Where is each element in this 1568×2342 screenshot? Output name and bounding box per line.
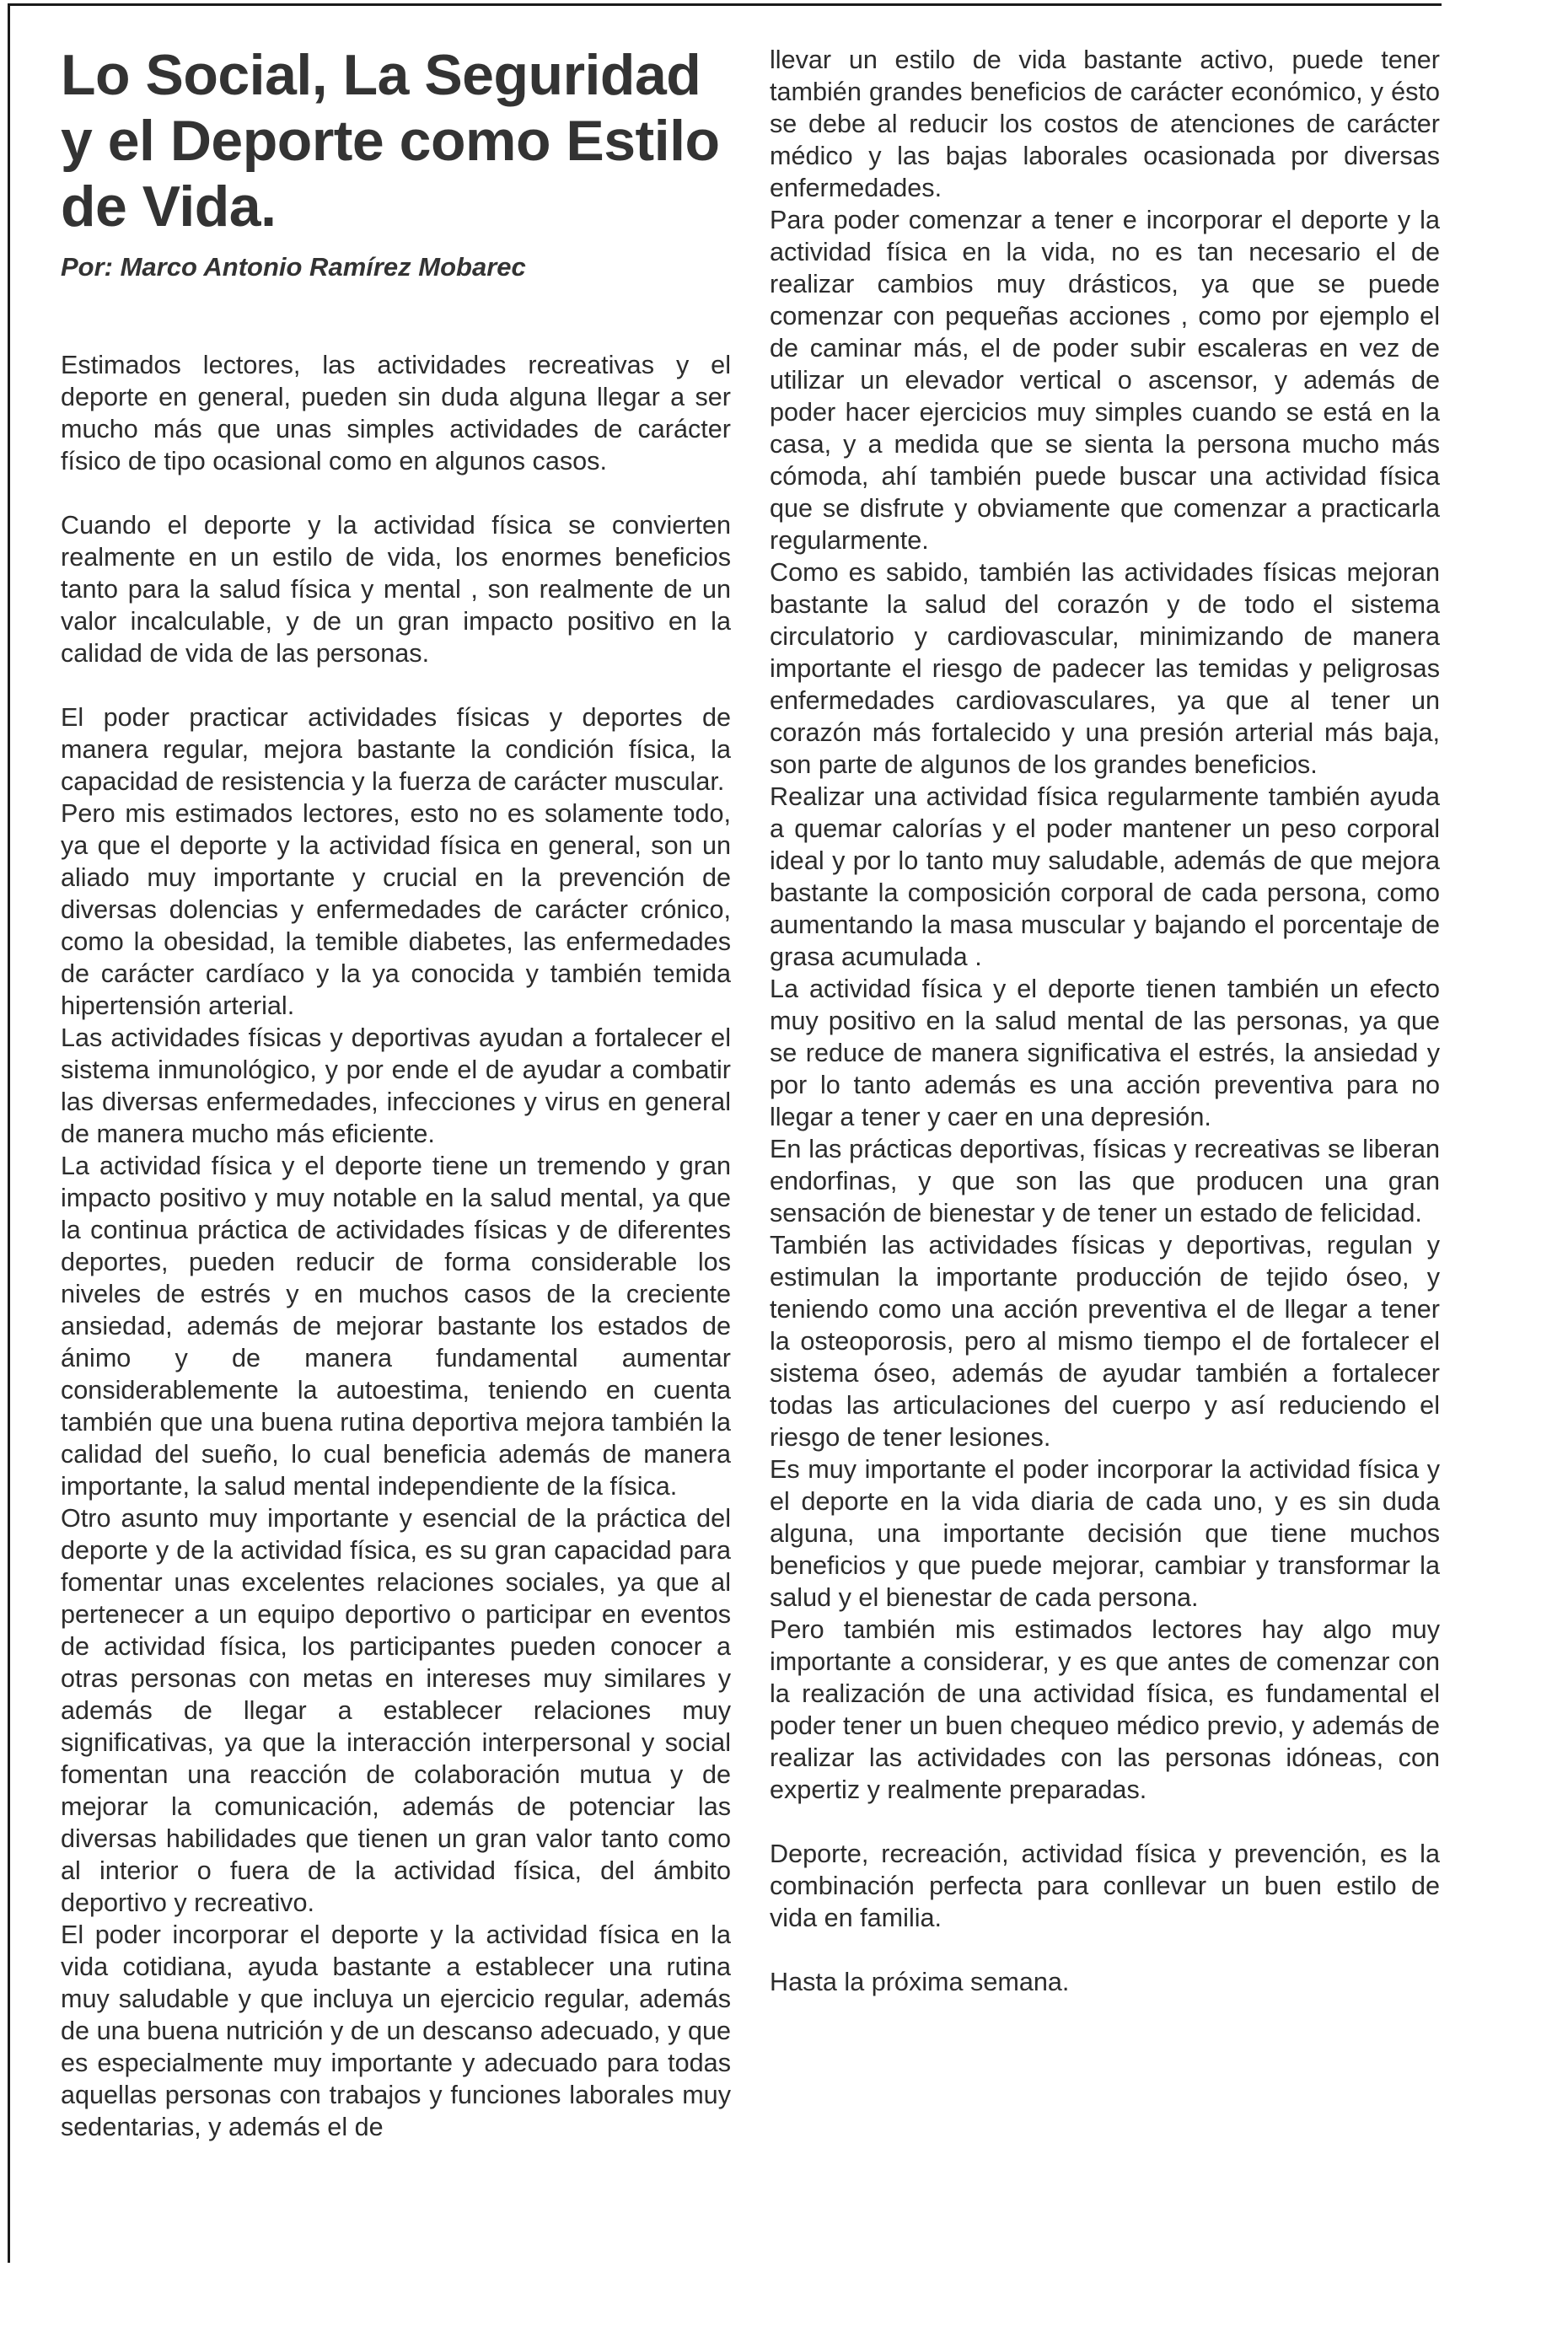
paragraph: Para poder comenzar a tener e incorporar el deporte y la actividad física en la vida, no es tan necesario el de realizar cambios muy drásticos, ya que se puede comenzar con pequeñas acciones , como por ejemplo el de caminar más, el de poder subir escaleras en vez de utilizar un elevador vertical o ascensor, y además de poder hacer ejercicios muy simples cuando se está en la casa, y a medida que se sienta la persona mucho más cómoda, ahí también puede buscar una actividad física que se disfrute y obviamente que comenzar a practicarla regularmente.: [770, 206, 1440, 555]
top-rule: [8, 3, 1442, 6]
right-column-text: [770, 44, 1440, 1998]
right-column: [770, 44, 1440, 1998]
left-rule: [8, 3, 10, 2263]
sign-off: Hasta la próxima semana.: [770, 1968, 1070, 1996]
left-column-text: [61, 349, 731, 2143]
paragraph: Como es sabido, también las actividades físicas mejoran bastante la salud del corazón y de todo el sistema circulatorio y cardiovascular, minimizando de manera importante el riesgo de padecer las temidas y peligrosas enfermedades cardiovasculares, ya que al tener un corazón más fortalecido y una presión arterial más baja, son parte de algunos de los grandes beneficios.: [770, 558, 1440, 779]
paragraph: La actividad física y el deporte tiene un tremendo y gran impacto positivo y muy notable en la salud mental, ya que la continua práctica de actividades físicas y de diferentes deportes, pueden reducir de forma considerable los niveles de estrés y en muchos casos de la creciente ansiedad, además de mejorar bastante los estados de ánimo y de manera fundamental aumentar considerablemente la autoestima, teniendo en cuenta también que una buena rutina deportiva mejora también la calidad del sueño, lo cual beneficia además de manera importante, la salud mental independiente de la física.: [61, 1152, 731, 1501]
paragraph: En las prácticas deportivas, físicas y recreativas se liberan endorfinas, y que son las que producen una gran sensación de bienestar y de tener un estado de felicidad.: [770, 1135, 1440, 1227]
paragraph: El poder practicar actividades físicas y deportes de manera regular, mejora bastante la condición física, la capacidad de resistencia y la fuerza de carácter muscular.: [61, 703, 731, 796]
paragraph: El poder incorporar el deporte y la actividad física en la vida cotidiana, ayuda bastante a establecer una rutina muy saludable y que incluya un ejercicio regular, además de una buena nutrición y de un descanso adecuado, y que es especialmente muy importante y adecuado para todas aquellas personas con trabajos y funciones laborales muy sedentarias, y además el de: [61, 1920, 731, 2141]
paragraph: La actividad física y el deporte tienen también un efecto muy positivo en la salud mental de las personas, ya que se reduce de manera significativa el estrés, la ansiedad y por lo tanto además es una acción preventiva para no llegar a tener y caer en una depresión.: [770, 975, 1440, 1131]
paragraph: Otro asunto muy importante y esencial de la práctica del deporte y de la actividad física, es su gran capacidad para fomentar unas excelentes relaciones sociales, ya que al pertenecer a un equipo deportivo o participar en eventos de actividad física, los participantes pueden conocer a otras personas con metas en intereses muy similares y además de llegar a establecer relaciones muy significativas, ya que la interacción interpersonal y social fomentan una reacción de colaboración mutua y de mejorar la comunicación, además de potenciar las diversas habilidades que tienen un gran valor tanto como al interior o fuera de la actividad física, del ámbito deportivo y recreativo.: [61, 1504, 731, 1917]
paragraph: Realizar una actividad física regularmente también ayuda a quemar calorías y el poder mantener un peso corporal ideal y por lo tanto muy saludable, además de que mejora bastante la composición corporal de cada persona, como aumentando la masa muscular y bajando el porcentaje de grasa acumulada .: [770, 782, 1440, 971]
paragraph: También las actividades físicas y deportivas, regulan y estimulan la importante producción de tejido óseo, y teniendo como una acción preventiva el de llegar a tener la osteoporosis, pero al mismo tiempo el de fortalecer el sistema óseo, además de ayudar también a fortalecer todas las articulaciones del cuerpo y así reduciendo el riesgo de tener lesiones.: [770, 1231, 1440, 1452]
article-title: Lo Social, La Seguridad y el Deporte como Estilo de Vida.: [61, 43, 720, 239]
paragraph: Deporte, recreación, actividad física y prevención, es la combinación perfecta para conllevar un buen estilo de vida en familia.: [770, 1840, 1440, 1932]
paragraph: llevar un estilo de vida bastante activo, puede tener también grandes beneficios de carácter económico, y ésto se debe al reducir los costos de atenciones de carácter médico y las bajas laborales ocasionada por diversas enfermedades.: [770, 46, 1440, 202]
paragraph: Cuando el deporte y la actividad física se convierten realmente en un estilo de vida, los enormes beneficios tanto para la salud física y mental , son realmente de un valor incalculable, y de un gran impacto positivo en la calidad de vida de las personas.: [61, 511, 731, 668]
paragraph: Pero mis estimados lectores, esto no es solamente todo, ya que el deporte y la actividad física en general, son un aliado muy importante y crucial en la prevención de diversas dolencias y enfermedades de carácter crónico, como la obesidad, la temible diabetes, las enfermedades de carácter cardíaco y la ya conocida y también temida hipertensión arterial.: [61, 799, 731, 1020]
paragraph: Es muy importante el poder incorporar la actividad física y el deporte en la vida diaria de cada uno, y es sin duda alguna, una importante decisión que tiene muchos beneficios y que puede mejorar, cambiar y transformar la salud y el bienestar de cada persona.: [770, 1455, 1440, 1612]
article-byline: Por: Marco Antonio Ramírez Mobarec: [61, 252, 526, 282]
left-column: [61, 42, 731, 2143]
paragraph: Las actividades físicas y deportivas ayudan a fortalecer el sistema inmunológico, y por ende el de ayudar a combatir las diversas enfermedades, infecciones y virus en general de manera mucho más eficiente.: [61, 1023, 731, 1148]
paragraph: Estimados lectores, las actividades recreativas y el deporte en general, pueden sin duda alguna llegar a ser mucho más que unas simples actividades de carácter físico de tipo ocasional como en algunos casos.: [61, 351, 731, 475]
paragraph: Pero también mis estimados lectores hay algo muy importante a considerar, y es que antes de comenzar con la realización de una actividad física, es fundamental el poder tener un buen chequeo médico previo, y además de realizar las actividades con las personas idóneas, con expertiz y realmente preparadas.: [770, 1615, 1440, 1804]
